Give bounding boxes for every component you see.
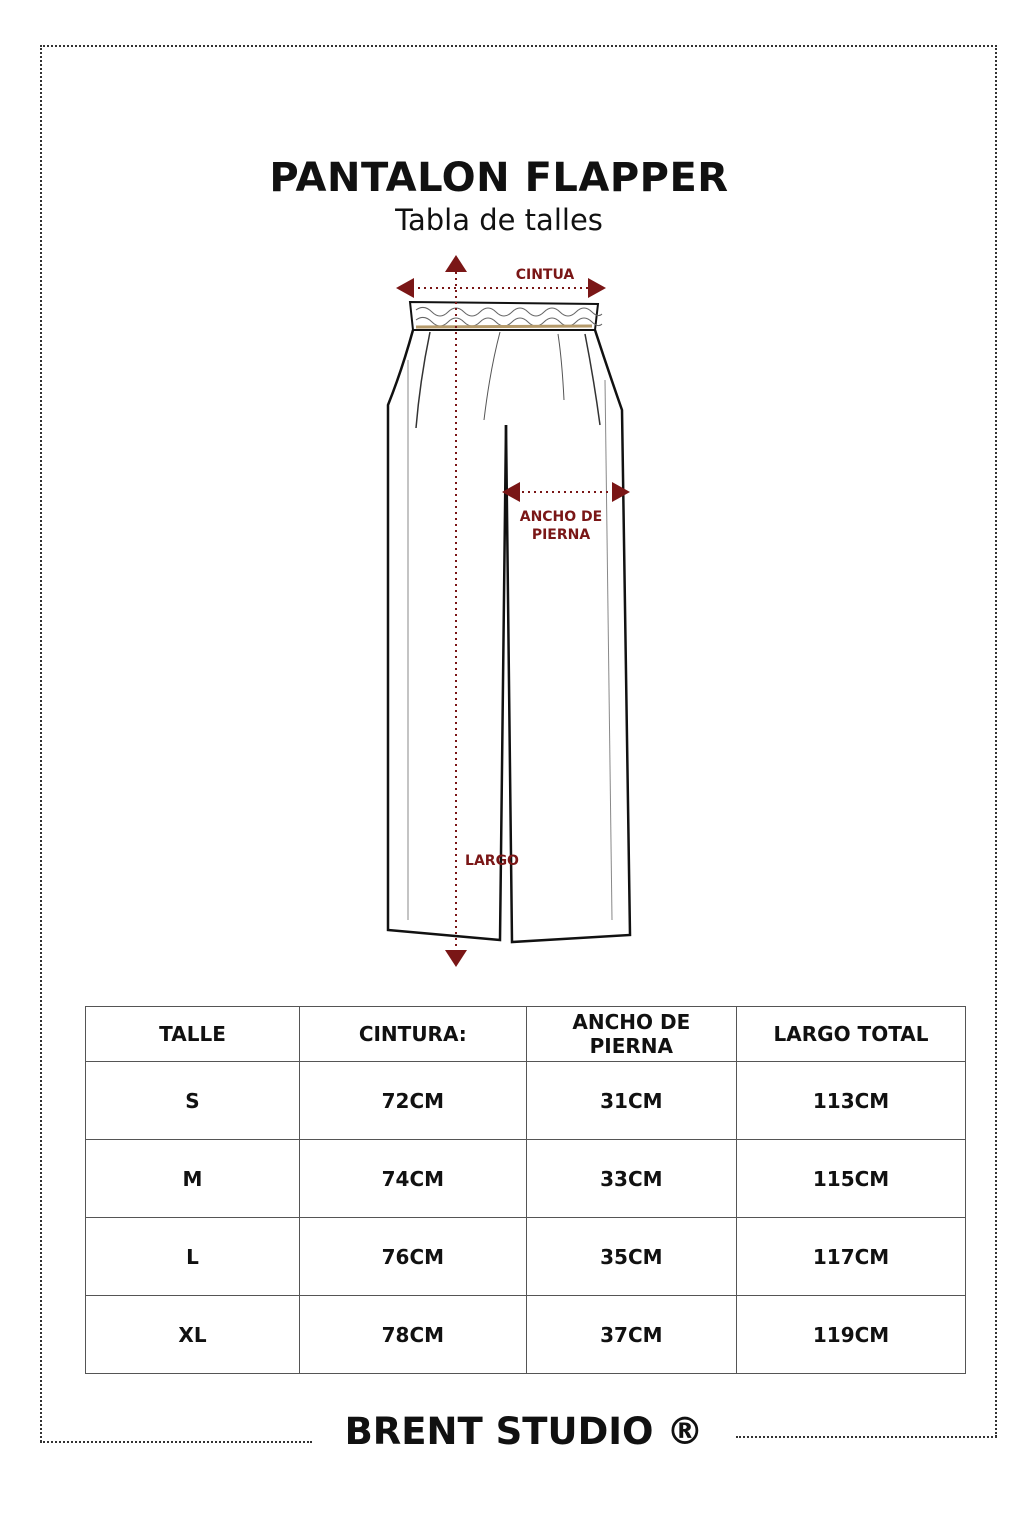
page-subtitle: Tabla de talles xyxy=(395,203,603,237)
size-table xyxy=(85,1006,966,1374)
waist-cell: 76CM xyxy=(300,1218,527,1296)
size-table-header xyxy=(86,1007,966,1062)
length-measure-label: LARGO xyxy=(465,853,519,869)
leg-width-cell: 33CM xyxy=(526,1140,736,1218)
size-cell: S xyxy=(86,1062,300,1140)
size-cell: M xyxy=(86,1140,300,1218)
header-ancho-de-pierna: ANCHO DE PIERNA xyxy=(526,1007,736,1062)
table-row xyxy=(86,1296,966,1374)
size-cell: XL xyxy=(86,1296,300,1374)
leg-width-measure-label: ANCHO DE PIERNA xyxy=(519,509,603,543)
length-cell: 119CM xyxy=(737,1296,966,1374)
length-cell: 117CM xyxy=(737,1218,966,1296)
frame-border-bottom-left xyxy=(40,1441,312,1443)
table-row xyxy=(86,1218,966,1296)
header-largo-total: LARGO TOTAL xyxy=(737,1007,966,1062)
size-cell: L xyxy=(86,1218,300,1296)
length-cell: 115CM xyxy=(737,1140,966,1218)
header-cintura: CINTURA: xyxy=(300,1007,527,1062)
waist-cell: 72CM xyxy=(300,1062,527,1140)
waist-cell: 74CM xyxy=(300,1140,527,1218)
leg-width-cell: 37CM xyxy=(526,1296,736,1374)
waist-cell: 78CM xyxy=(300,1296,527,1374)
header-talle: TALLE xyxy=(86,1007,300,1062)
frame-border-bottom-right xyxy=(736,1436,997,1438)
frame-border-left xyxy=(40,45,42,1442)
leg-width-cell: 31CM xyxy=(526,1062,736,1140)
frame-border-right xyxy=(995,45,997,1437)
page-title: PANTALON FLAPPER xyxy=(269,155,729,201)
waist-measure-label: CINTUA xyxy=(515,267,575,283)
table-row xyxy=(86,1140,966,1218)
length-cell: 113CM xyxy=(737,1062,966,1140)
leg-width-cell: 35CM xyxy=(526,1218,736,1296)
frame-border-top xyxy=(40,45,997,47)
brand-name: BRENT STUDIO ® xyxy=(344,1410,704,1453)
table-row xyxy=(86,1062,966,1140)
